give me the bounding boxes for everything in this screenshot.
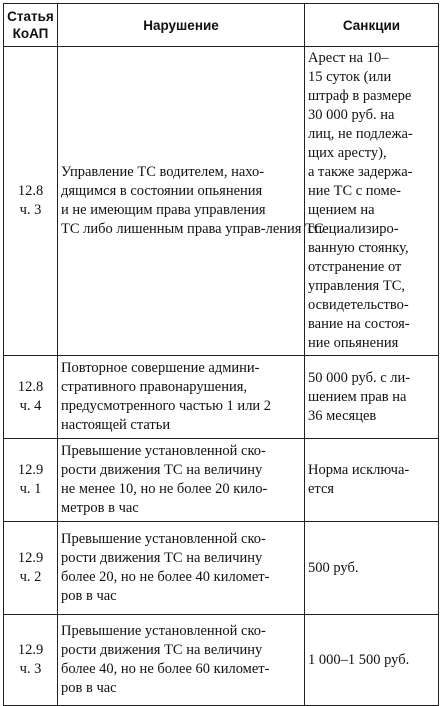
violation-line: рости движения ТС на величину	[61, 550, 263, 566]
article-part: ч. 4	[19, 398, 42, 414]
sanction-line: штраф в размере	[308, 88, 412, 104]
table-row	[4, 356, 439, 439]
sanction-line: ванную стоянку,	[308, 240, 409, 256]
article-number: 12.8	[17, 379, 44, 395]
sanction-cell	[305, 522, 439, 615]
table-row	[4, 522, 439, 615]
article-cell	[4, 47, 58, 356]
table-header-row	[4, 4, 439, 47]
article-number: 12.9	[17, 462, 44, 478]
sanction-cell	[305, 356, 439, 439]
header-sanctions: Санкции	[305, 4, 439, 47]
article-number: 12.9	[17, 550, 44, 566]
sanction-line: 36 месяцев	[308, 407, 377, 424]
sanction-line: лиц, не подлежа-	[308, 126, 413, 142]
sanction-line: отстранение от	[308, 259, 402, 275]
violation-line: Превышение установленной ско-	[61, 531, 266, 547]
sanction-cell	[305, 439, 439, 522]
header-article	[4, 4, 58, 47]
sanctions-table	[3, 3, 439, 706]
sanction-line: ние опьянения	[308, 335, 399, 351]
sanction-cell	[305, 615, 439, 706]
violation-line: рости движения ТС на величину	[61, 462, 263, 478]
violation-cell	[58, 439, 305, 522]
violation-line: ров в час	[61, 588, 117, 604]
article-number: 12.8	[17, 183, 44, 199]
article-part: ч. 3	[19, 661, 42, 677]
violation-cell	[58, 47, 324, 356]
violation-cell	[58, 356, 305, 439]
sanction-line: ется	[308, 481, 335, 497]
sanction-line: щением на	[308, 202, 375, 218]
violation-line: более 20, но не более 40 километ-	[61, 569, 270, 585]
table-row	[4, 615, 439, 706]
sanction-line: 1 000–1 500 руб.	[308, 651, 410, 668]
sanction-line: 500 руб.	[308, 559, 359, 576]
violation-line: Управление ТС водителем, нахо-	[61, 164, 265, 180]
sanction-line: а также задержа-	[308, 164, 413, 180]
violation-line: предусмотренного частью 1 или 2	[61, 398, 272, 414]
violation-line: Превышение установленной ско-	[61, 623, 266, 639]
table-row	[4, 47, 439, 356]
sanction-line: 15 суток (или	[308, 69, 392, 85]
sanction-line: 30 000 руб. на	[308, 107, 395, 123]
violation-line: не менее 10, но не более 20 кило-	[61, 481, 268, 497]
article-number: 12.9	[17, 642, 44, 658]
violation-line: и не имеющим права управления	[61, 202, 266, 218]
violation-line: Превышение установленной ско-	[61, 443, 266, 459]
sanction-line: ние ТС с поме-	[308, 183, 401, 199]
violation-cell	[58, 615, 305, 706]
sanction-line: освидетельство-	[308, 297, 409, 313]
article-part: ч. 2	[19, 569, 42, 585]
sanction-line: щих аресту),	[308, 145, 387, 161]
article-cell	[4, 439, 58, 522]
header-article-line2: КоАП	[12, 26, 49, 41]
header-violation: Нарушение	[58, 4, 305, 47]
violation-line: дящимся в состоянии опьянения	[61, 183, 263, 199]
sanction-line: Норма исключа-	[308, 462, 410, 478]
violation-cell	[58, 522, 305, 615]
violation-line: более 40, но не более 60 километ-	[61, 661, 270, 677]
sanction-cell	[305, 47, 439, 356]
sanction-line: шением прав на	[308, 388, 407, 405]
article-cell	[4, 356, 58, 439]
header-article-line1: Статья	[7, 9, 54, 24]
violation-line: стративного правонарушения,	[61, 379, 248, 395]
table-row	[4, 439, 439, 522]
article-part: ч. 3	[19, 202, 42, 218]
sanction-line: управления ТС,	[308, 278, 405, 294]
sanction-line: Арест на 10–	[308, 50, 389, 66]
violation-line: ТС либо лишенным права управ-ления ТС	[61, 221, 324, 237]
violation-line: ров в час	[61, 680, 117, 696]
sanction-line: 50 000 руб. с ли-	[308, 369, 411, 386]
article-cell	[4, 522, 58, 615]
violation-line: рости движения ТС на величину	[61, 642, 263, 658]
article-part: ч. 1	[19, 481, 42, 497]
article-cell	[4, 615, 58, 706]
sanction-line: специализиро-	[308, 221, 399, 237]
violation-line: Повторное совершение админи-	[61, 360, 260, 376]
violation-line: метров в час	[61, 500, 139, 516]
violation-line: настоящей статьи	[61, 417, 171, 433]
sanction-line: вание на состоя-	[308, 316, 410, 332]
